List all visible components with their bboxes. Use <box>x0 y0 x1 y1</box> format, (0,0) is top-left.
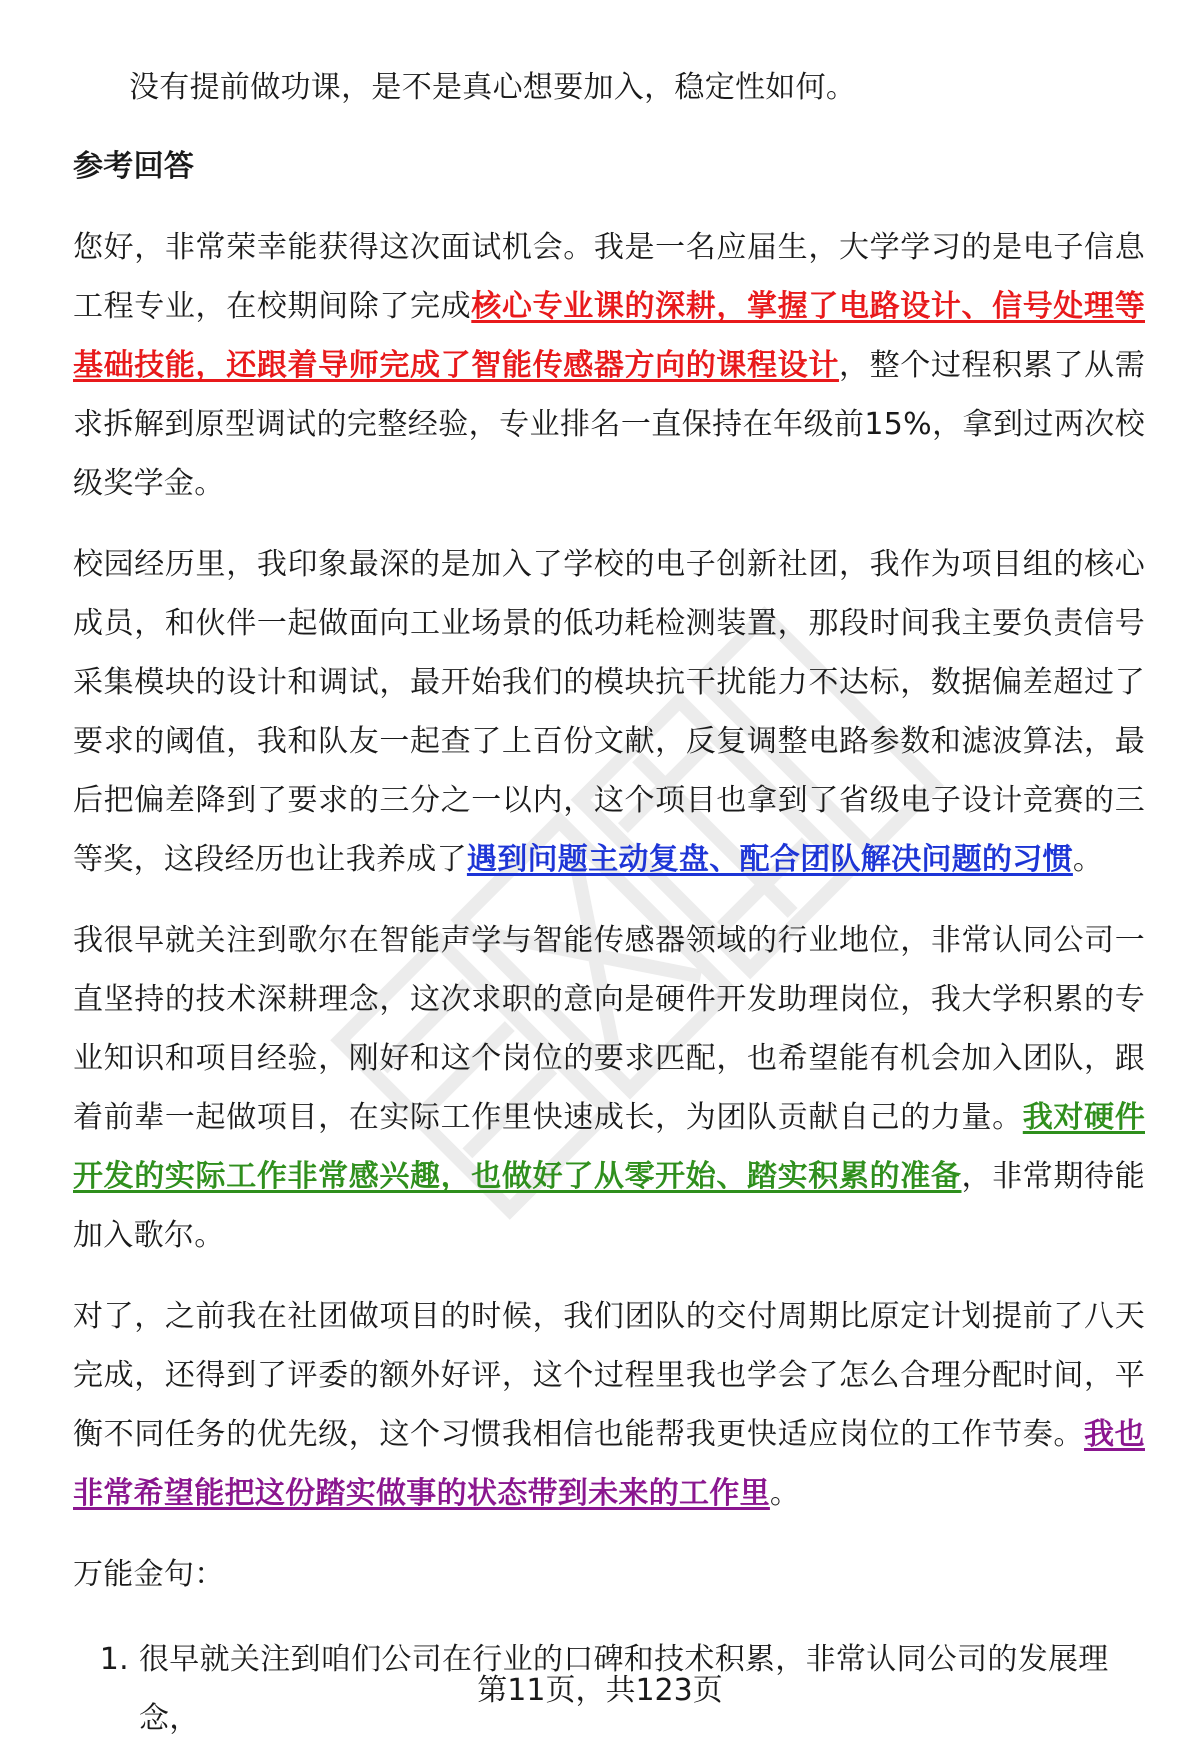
paragraph-text: 校园经历里，我印象最深的是加入了学校的电子创新社团，我作为项目组的核心成员，和伙伴一起做面向工业场景的低功耗检测装置，那段时间我主要负责信号采集模块的设计和调试，最开始我们的模块抗干扰能力不达标，数据偏差超过了要求的阈值，我和队友一起查了上百份文献，反复调整电路参数和滤波算法，最后把偏差降到了要求的三分之一以内，这个项目也拿到了省级电子设计竞赛的三等奖，这段经历也让我养成了 <box>73 547 1145 877</box>
highlight-green: 我对硬件开发的实际工作非常感兴趣，也做好了从零开始、踏实积累的准备 <box>73 1100 1145 1194</box>
paragraph-text: 我很早就关注到歌尔在智能声学与智能传感器领域的行业地位，非常认同公司一直坚持的技术深耕理念，这次求职的意向是硬件开发助理岗位，我大学积累的专业知识和项目经验，刚好和这个岗位的要求匹配，也希望能有机会加入团队，跟着前辈一起做项目，在实际工作里快速成长，为团队贡献自己的力量。 <box>73 923 1145 1135</box>
paragraph-text: ，整个过程积累了从需求拆解到原型调试的完整经验，专业排名一直保持在年级前15%，拿到过两次校级奖学金。 <box>73 348 1146 501</box>
golden-sentences-label: 万能金句： <box>73 1557 225 1592</box>
list-item-text: 很早就关注到咱们公司在行业的口碑和技术积累，非常认同公司的发展理念， <box>139 1642 1109 1736</box>
answer-paragraph-1 <box>73 218 1145 513</box>
answer-paragraph-4 <box>73 1287 1145 1523</box>
answer-paragraph-3 <box>73 911 1145 1265</box>
paragraph-text: 对了，之前我在社团做项目的时候，我们团队的交付周期比原定计划提前了八天完成，还得到了评委的额外好评，这个过程里我也学会了怎么合理分配时间，平衡不同任务的优先级，这个习惯我相信也能帮我更快适应岗位的工作节奏。 <box>73 1299 1145 1452</box>
paragraph-text: 。 <box>1072 842 1104 877</box>
section-heading: 参考回答 <box>73 149 195 184</box>
document-body <box>73 58 1145 1748</box>
paragraph-text: ，非常期待能加入歌尔。 <box>73 1159 1145 1253</box>
list-item-number: 1. <box>99 1642 129 1677</box>
answer-paragraph-2 <box>73 535 1145 889</box>
highlight-red: 核心专业课的深耕，掌握了电路设计、信号处理等基础技能，还跟着导师完成了智能传感器方向的课程设计 <box>73 289 1145 383</box>
paragraph-text: 。 <box>769 1476 801 1511</box>
intro-line: 没有提前做功课，是不是真心想要加入，稳定性如何。 <box>129 70 857 105</box>
paragraph-text: 您好，非常荣幸能获得这次面试机会。我是一名应届生，大学学习的是电子信息工程专业，在校期间除了完成 <box>73 230 1145 324</box>
highlight-purple: 我也非常希望能把这份踏实做事的状态带到未来的工作里 <box>73 1417 1145 1511</box>
highlight-blue: 遇到问题主动复盘、配合团队解决问题的习惯 <box>466 842 1073 877</box>
page-footer: 第11页，共123页 <box>477 1673 723 1708</box>
